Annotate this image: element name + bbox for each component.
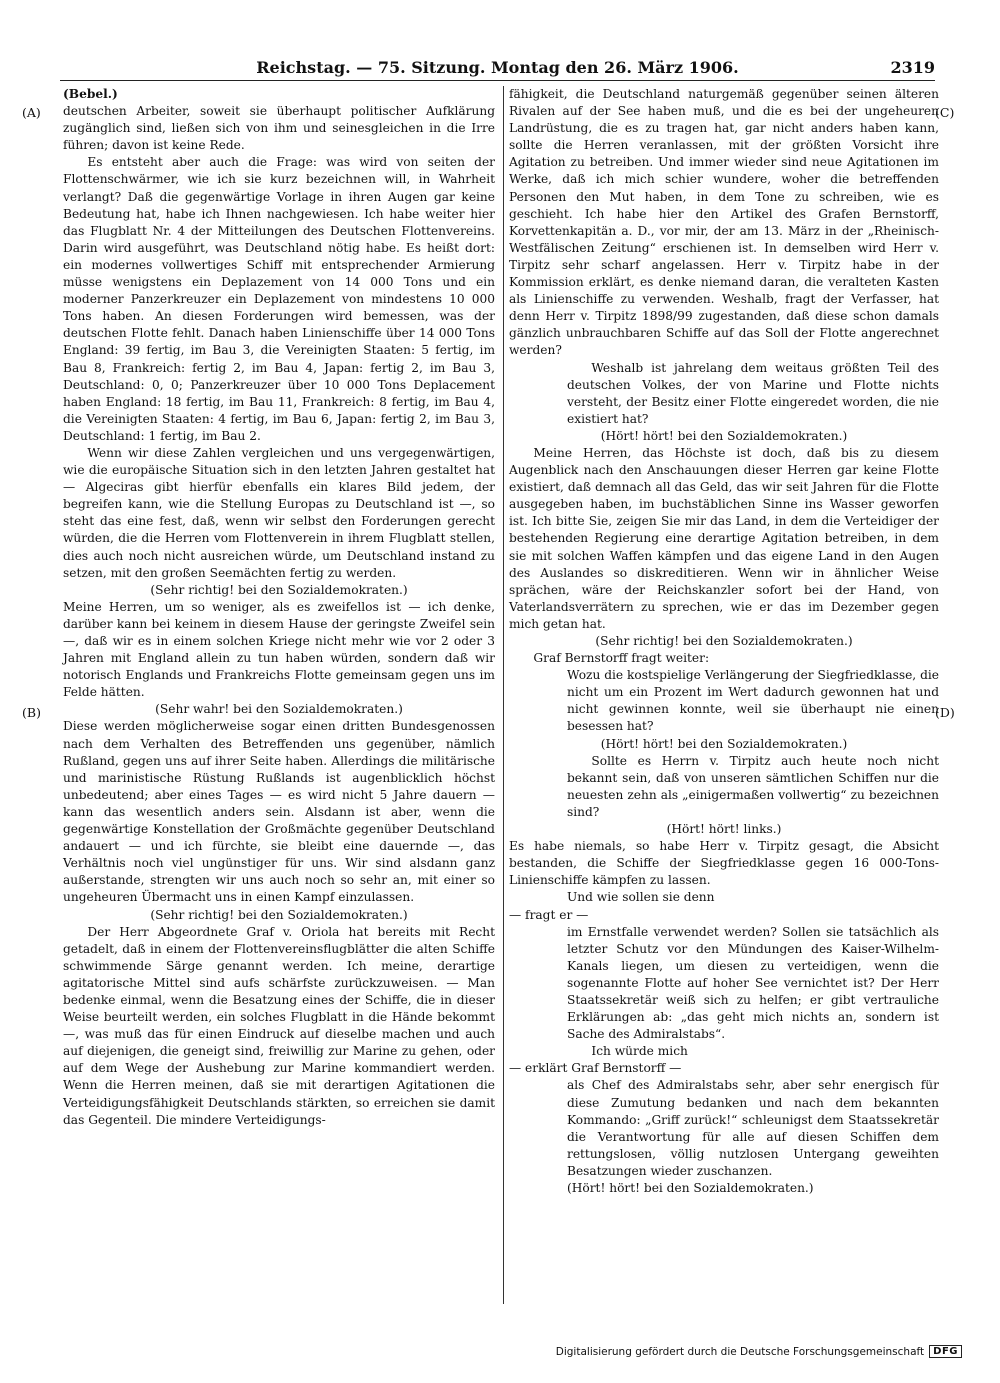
margin-marker-d: (D) bbox=[935, 705, 955, 720]
interjection: (Hört! hört! links.) bbox=[666, 822, 782, 837]
interjection: (Sehr richtig! bei den Sozialdemokraten.) bbox=[150, 582, 408, 597]
paragraph: Wenn wir diese Zahlen vergleichen und uns vergegenwärtigen, wie die europäische Situation sich in den letzten Jahren gestaltet hat — Algeciras gibt hierfür ebenfalls ein klares Bild jedem, der begreifen kann, wie die Stellung Europas zu Deutschland ist —, so steht das eine fest, daß, wenn wir selbst den Forderungen gerecht würden, die die Herren vom Flottenverein in ihrem Flugblatt stellen, dies auch noch nicht ausreichen würde, um Deutschland instand zu setzen, mit den großen Seemächten fertig zu werden. bbox=[63, 445, 495, 580]
page-number: 2319 bbox=[890, 58, 935, 77]
paragraph: Es habe niemals, so habe Herr v. Tirpitz gesagt, die Absicht bestanden, die Schiffe der Siegfriedklasse gegen 16 000-Tons-Linienschiffe kämpfen zu lassen. bbox=[509, 839, 939, 888]
interjection: — erklärt Graf Bernstorff — bbox=[509, 1061, 682, 1076]
interjection: (Sehr wahr! bei den Sozialdemokraten.) bbox=[155, 702, 403, 717]
interjection: (Sehr richtig! bei den Sozialdemokraten.) bbox=[595, 634, 853, 648]
interjection: (Hört! hört! bei den Sozialdemokraten.) bbox=[567, 1181, 814, 1195]
interjection: (Hört! hört! bei den Sozialdemokraten.) bbox=[600, 428, 848, 443]
quotation: als Chef des Admiralstabs sehr, aber sehr energisch für diese Zumutung bedanken und nach dem bekannten Kommando: „Griff zurück!“ schleunigst dem Staatssekretär die Verantwortung für alle auf diesen Schiffen dem rettungslosen, völlig nutzlosen Untergang geweihten Besatzungen wieder zuschanzen. bbox=[567, 1078, 939, 1178]
margin-marker-c: (C) bbox=[935, 105, 955, 120]
digitization-footer bbox=[556, 1345, 962, 1358]
dfg-logo: DFG bbox=[929, 1345, 962, 1358]
interjection: — fragt er — bbox=[509, 907, 589, 922]
quotation: Ich würde mich bbox=[591, 1044, 688, 1059]
paragraph: Meine Herren, das Höchste ist doch, daß bis zu diesem Augenblick nach den Anschauungen dieser Herren gar keine Flotte existiert, daß demnach all das Geld, das wir seit Jahren für die Flotte ausgegeben haben, im buchstäblichen Sinne ins Wasser geworfen ist. Ich bitte Sie, zeigen Sie mir das Land, in dem die Verteidiger der bestehenden Regierung eine derartige Agitation betreiben, in dem sie mit solchen Waffen kämpfen und das eigene Land in den Augen des Auslandes so diskreditieren. Wenn wir in ähnlicher Weise sprächen, wäre der Reichskanzler sofort bei der Hand, von Vaterlandsverrätern zu sprechen, wie er das im Dezember gegen mich getan hat. bbox=[509, 445, 939, 631]
paragraph: deutschen Arbeiter, soweit sie überhaupt politischer Aufklärung zugänglich sind, ließen sich von ihm und seinesgleichen in die Irre führen; davon ist keine Rede. bbox=[63, 104, 495, 153]
footer-text: Digitalisierung gefördert durch die Deutsche Forschungsgemeinschaft bbox=[555, 1345, 925, 1358]
paragraph: Der Herr Abgeordnete Graf v. Oriola hat bereits mit Recht getadelt, daß in einem der Flottenvereinsflugblätter die alten Schiffe schwimmende Särge genannt werden. Ich meine, derartige agitatorische Mittel sind aufs schärfste zurückzuweisen. — Man bedenke einmal, wenn die Besatzung eines der Schiffe, die in dieser Weise beurteilt werden, ein solches Flugblatt in die Hände bekommt —, was muß das für einen Eindruck auf dieselbe machen und auch auf diejenigen, die geneigt sind, freiwillig zur Marine zu gehen, oder auf dem Wege der Aushebung zur Marine kommandiert werden. Wenn die Herren meinen, daß sie mit derartigen Agitationen die Verteidigungsfähigkeit Deutschlands stärkten, so erreichen sie damit das Gegenteil. Die mindere Verteidigungs- bbox=[63, 924, 495, 1127]
paragraph: fähigkeit, die Deutschland naturgemäß gegenüber seinen älteren Rivalen auf der See haben muß, und die es bei der ungeheuren Landrüstung, die es zu tragen hat, gar nicht anders haben kann, sollte die Herren veranlassen, mit der größten Vorsicht ihre Agitation zu betreiben. Und immer wieder sind neue Agitationen im Werke, daß ich mich schier wundere, woher die betreffenden Personen den Mut haben, in dem Tone zu schreiben, wie es geschieht. Ich habe hier den Artikel des Grafen Bernstorff, Korvettenkapitän a. D., vor mir, der am 13. März in der „Rheinisch-Westfälischen Zeitung“ erschienen ist. In demselben wird Herr v. Tirpitz sehr scharf angelassen. Herr v. Tirpitz habe in der Kommission erklärt, es denke niemand daran, die veralteten Kasten als Linienschiffe zu verwenden. Weshalb, fragt der Verfasser, hat denn Herr v. Tirpitz 1898/99 zugestanden, daß diese schon damals gänzlich unbrauchbaren Schiffe auf das Soll der Flotte angerechnet werden? bbox=[509, 87, 939, 358]
quotation: im Ernstfalle verwendet werden? Sollen sie tatsächlich als letzter Schutz vor den Mündungen des Kaiser-Wilhelm-Kanals liegen, um diesen zu verteidigen, wenn die sogenannte Flotte auf hoher See vernichtet ist? Der Herr Staatssekretär weiß sich zu helfen; er gibt vertrauliche Erklärungen ab: „das geht mich nichts an, sondern ist Sache des Admiralstabs“. bbox=[567, 924, 939, 1042]
margin-marker-b: (B) bbox=[22, 705, 41, 720]
column-divider bbox=[503, 86, 504, 1304]
interjection: (Sehr richtig! bei den Sozialdemokraten.) bbox=[150, 907, 408, 922]
paragraph: Meine Herren, um so weniger, als es zweifellos ist — ich denke, darüber kann bei keinem in diesem Hause der geringste Zweifel sein —, daß wir es in einem solchen Kriege nicht mehr wie vor 2 oder 3 Jahren mit England allein zu tun haben würden, sondern daß wir notorisch Englands und Frankreichs Flotte gemeinsam gegen uns im Felde hätten. bbox=[63, 599, 495, 700]
paragraph: Graf Bernstorff fragt weiter: bbox=[533, 651, 710, 666]
quotation: Sollte es Herrn v. Tirpitz auch heute noch nicht bekannt sein, daß von unseren sämtlichen Schiffen nur die neuesten zehn als „einigermaßen vollwertig“ zu bezeichnen sind? bbox=[567, 753, 939, 819]
quotation: Wozu die kostspielige Verlängerung der Siegfriedklasse, die nicht um ein Prozent im Wert dadurch gewonnen hat und nicht gewinnen konnte, weil sie überhaupt nie einen besessen hat? bbox=[567, 668, 939, 734]
interjection: (Hört! hört! bei den Sozialdemokraten.) bbox=[600, 736, 848, 751]
paragraph: Diese werden möglicherweise sogar einen dritten Bundesgenossen nach dem Verhalten des Betreffenden uns gegenüber, nämlich Rußland, gegen uns auf ihrer Seite haben. Allerdings die militärische und marinistische Rüstung Rußlands ist augenblicklich höchst unbedeutend; aber eines Tages — es wird nicht 5 Jahre dauern — kann das wesentlich anders sein. Alsdann ist aber, wenn die gegenwärtige Konstellation der Großmächte gegenüber Deutschland andauert — und ich fürchte, sie bleibt eine dauernde —, das Verhältnis noch viel ungünstiger für uns. Wir sind alsdann ganz außerstande, strengten wir uns auch noch so sehr an, mit einer so ungeheuren Übermacht uns in einen Kampf einzulassen. bbox=[63, 719, 495, 905]
paragraph: Es entsteht aber auch die Frage: was wird von seiten der Flottenschwärmer, wie ich sie kurz bezeichnen will, in Wahrheit verlangt? Daß die gegenwärtige Vorlage in ihren Augen gar keine Bedeutung hat, habe ich Ihnen nachgewiesen. Ich habe weiter hier das Flugblatt Nr. 4 der Mitteilungen des Deutschen Flottenvereins. Darin wird ausgeführt, was Deutschland nötig habe. Es heißt dort: ein modernes vollwertiges Schiff mit entsprechender Armierung müsse wenigstens ein Deplazement von 14 000 Tons und ein moderner Panzerkreuzer ein Deplazement von mindestens 10 000 Tons haben. An diesen Forderungen wird bemessen, was der deutschen Flotte fehlt. Danach haben Linienschiffe über 14 000 Tons England: 39 fertig, im Bau 3, die Vereinigten Staaten: 5 fertig, im Bau 8, Frankreich: fertig 2, im Bau 4, Japan: fertig 2, im Bau 3, Deutschland: 0, 0; Panzerkreuzer über 10 000 Tons Deplacement haben England: 18 fertig, im Bau 11, Frankreich: 8 fertig, im Bau 4, die Vereinigten Staaten: 4 fertig, im Bau 6, Japan: fertig 2, im Bau 3, Deutschland: 1 fertig, im Bau 2. bbox=[63, 155, 495, 443]
quotation: Weshalb ist jahrelang dem weitaus größten Teil des deutschen Volkes, der von Marine und Flotte nichts versteht, der Besitz einer Flotte eingeredet worden, die nie existiert hat? bbox=[567, 360, 939, 426]
running-title: Reichstag. — 75. Sitzung. Montag den 26. März 1906. bbox=[256, 58, 739, 77]
left-column bbox=[63, 86, 495, 1129]
quotation: Und wie sollen sie denn bbox=[567, 890, 715, 905]
running-header bbox=[60, 56, 935, 81]
margin-marker-a: (A) bbox=[22, 105, 41, 120]
right-column bbox=[509, 86, 939, 1197]
speaker-label: (Bebel.) bbox=[63, 87, 118, 101]
